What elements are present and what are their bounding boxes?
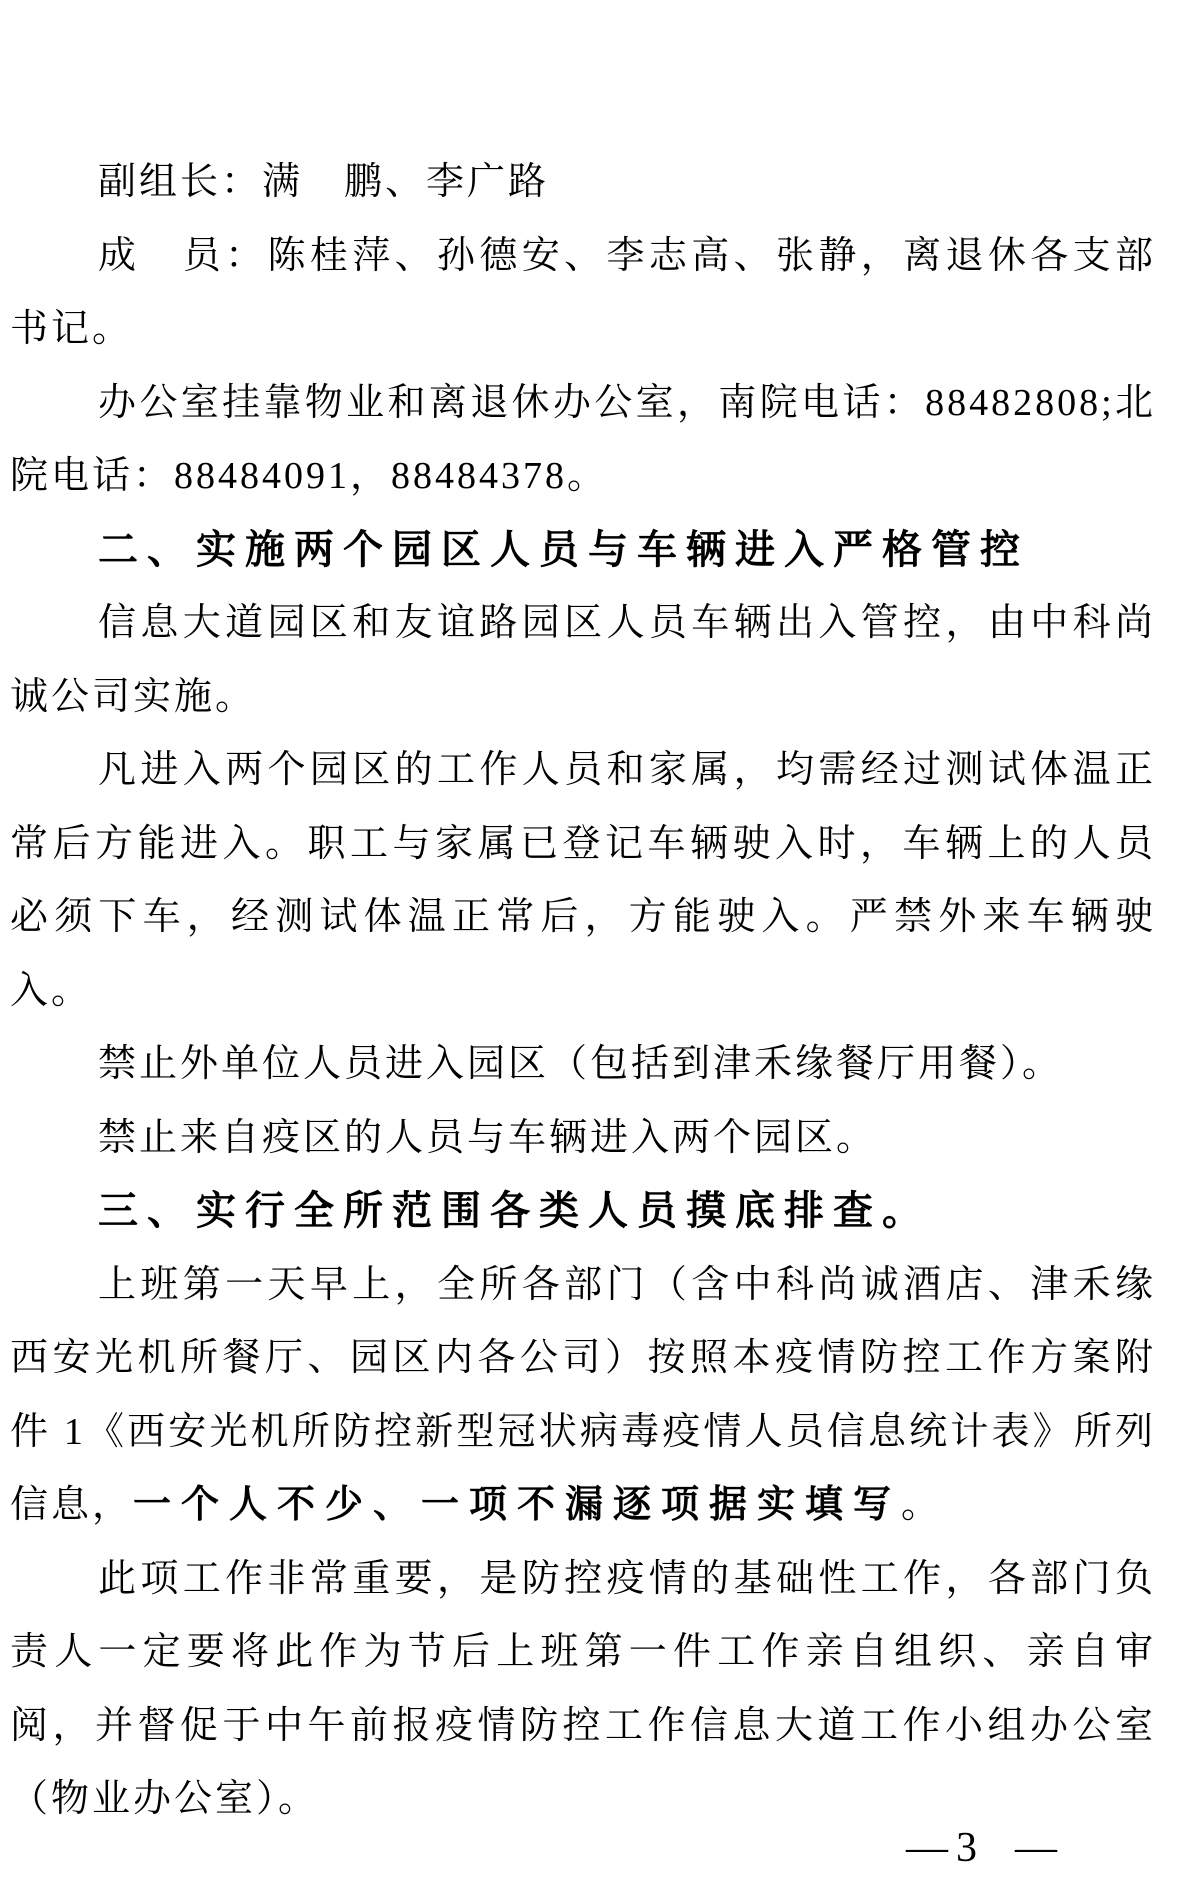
importance-paragraph: 此项工作非常重要，是防控疫情的基础性工作，各部门负责人一定要将此作为节后上班第一件工作亲自组织、亲自审阅，并督促于中午前报疫情防控工作信息大道工作小组办公室（物业办公室）。 bbox=[10, 1557, 1156, 1820]
page-number bbox=[906, 1824, 1057, 1872]
temperature-check-paragraph: 凡进入两个园区的工作人员和家属，均需经过测试体温正常后方能进入。职工与家属已登记车辆驶入时，车辆上的人员必须下车，经测试体温正常后，方能驶入。严禁外来车辆驶入。 bbox=[10, 749, 1156, 1012]
personnel-survey-paragraph bbox=[10, 1249, 1156, 1543]
section-3-heading: 三、实行全所范围各类人员摸底排查。 bbox=[98, 1189, 931, 1233]
outside-personnel-ban-paragraph: 禁止外单位人员进入园区（包括到津禾缘餐厅用餐）。 bbox=[98, 1043, 1064, 1085]
survey-paragraph-bold-emphasis: 一个人不少、一项不漏逐项据实填写 bbox=[133, 1484, 902, 1526]
section-2-heading: 二、实施两个园区人员与车辆进入严格管控 bbox=[98, 527, 1029, 572]
survey-paragraph-text: 上班第一天早上，全所各部门（含中科尚诚酒店、津禾缘西安光机所餐厅、园区内各公司）按照本疫情防控工作方案附件 1《西安光机所防控新型冠状病毒疫情人员信息统计表》所列信息， bbox=[10, 1263, 1156, 1526]
deputy-leader-paragraph: 副组长：满 鹏、李广路 bbox=[98, 161, 550, 203]
office-phone-paragraph: 办公室挂靠物业和离退休办公室，南院电话：88482808;北院电话：88484091，88484378。 bbox=[10, 381, 1156, 497]
survey-paragraph-period: 。 bbox=[901, 1484, 943, 1526]
page-number-value: 3 bbox=[956, 1825, 977, 1871]
members-paragraph: 成 员：陈桂萍、孙德安、李志高、张静，离退休各支部书记。 bbox=[10, 234, 1156, 350]
park-access-control-paragraph: 信息大道园区和友谊路园区人员车辆出入管控，由中科尚诚公司实施。 bbox=[10, 602, 1156, 718]
epidemic-area-ban-paragraph: 禁止来自疫区的人员与车辆进入两个园区。 bbox=[98, 1116, 878, 1159]
document-body bbox=[10, 146, 1156, 1837]
page-number-right-dash: — bbox=[1015, 1825, 1057, 1871]
page-number-left-dash: — bbox=[906, 1825, 948, 1871]
